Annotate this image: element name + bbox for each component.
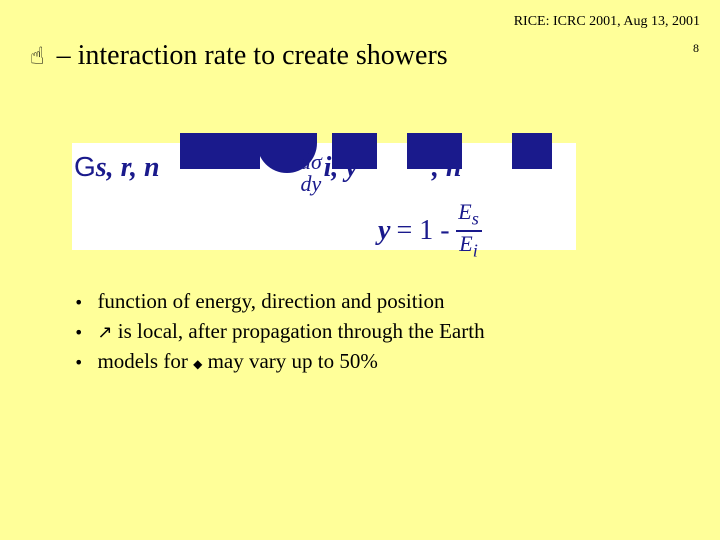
bullet-text-suffix: may vary up to 50% <box>207 349 378 373</box>
formula-g: G <box>74 151 96 182</box>
formula-line-2 <box>378 201 482 262</box>
list-item <box>74 347 485 379</box>
sigma-icon: ◆ <box>193 357 203 371</box>
formula-artifact <box>512 133 552 169</box>
formula-image <box>72 143 576 261</box>
bullet-text: function of energy, direction and position <box>97 289 445 313</box>
formula-equals: = 1 - <box>396 215 450 247</box>
hand-pointer-icon: ☝ <box>30 42 45 70</box>
denominator-sub: i <box>472 240 478 261</box>
bullet-list <box>74 287 485 379</box>
bullet-text-prefix: models for <box>97 349 188 373</box>
fraction-bottom: dy <box>300 171 322 196</box>
formula-vars: s, r, n <box>95 152 160 183</box>
fraction-top: dσ <box>300 149 322 174</box>
formula-mid: i, y <box>323 152 358 183</box>
slide-header <box>514 14 700 30</box>
conference-label: RICE: ICRC 2001, Aug 13, 2001 <box>513 14 700 29</box>
formula-line-1 <box>74 151 461 184</box>
bullet-icon: • <box>74 323 84 342</box>
bullet-text: is local, after propagation through the Earth <box>117 319 485 343</box>
slide-title <box>30 40 448 72</box>
bullet-icon: • <box>74 293 84 312</box>
page-number: 8 <box>693 41 699 55</box>
denominator: E <box>459 231 473 257</box>
numerator-sub: s <box>471 208 479 229</box>
list-item <box>74 317 485 347</box>
energy-ratio <box>456 201 482 262</box>
formula-fraction <box>300 151 322 195</box>
formula-tail: , n <box>431 152 462 183</box>
arrow-icon: ↗ <box>97 322 113 343</box>
title-text: – interaction rate to create showers <box>56 40 448 71</box>
formula-y: y <box>378 215 391 247</box>
list-item <box>74 287 485 317</box>
bullet-icon: • <box>74 353 84 372</box>
numerator: E <box>458 199 472 224</box>
